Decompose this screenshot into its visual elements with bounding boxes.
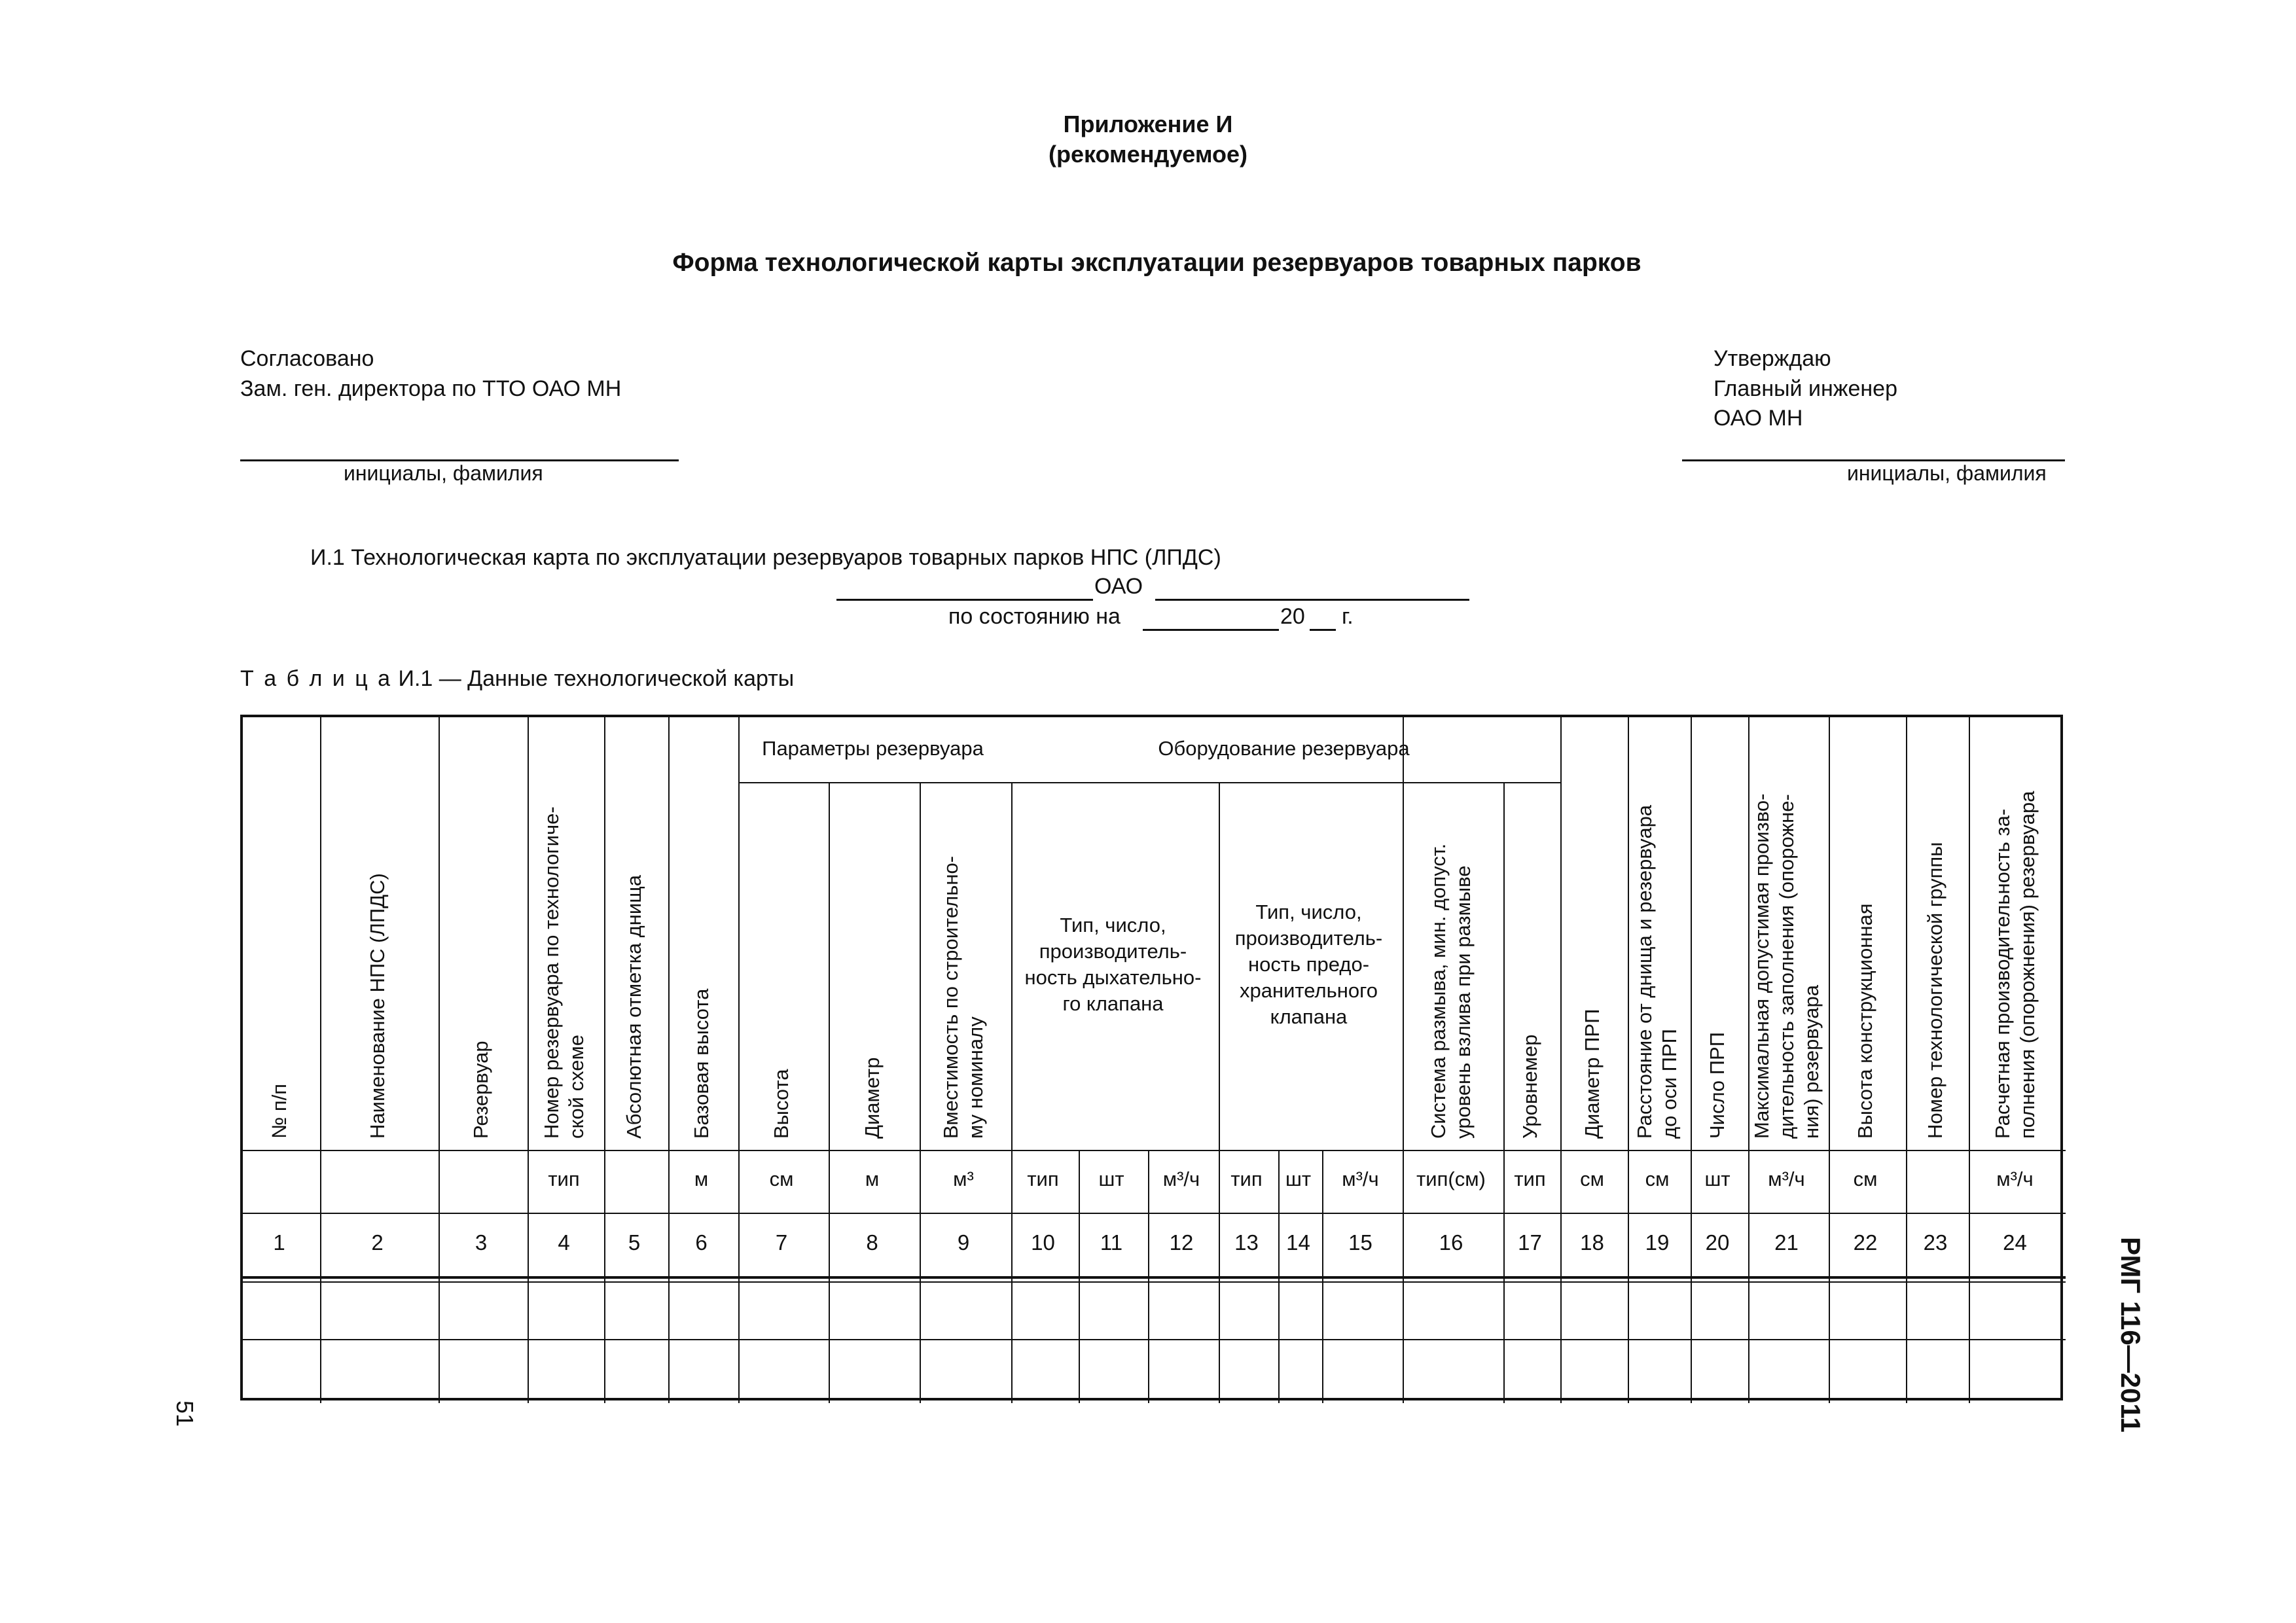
column-number-2: 2 — [371, 1230, 384, 1255]
column-header-6 — [666, 724, 736, 1139]
group-header-equipment: Оборудование резервуара — [1158, 737, 1410, 760]
column-header-4-line-1: Номер резервуара по технологиче- — [539, 806, 563, 1139]
safety-valve-line-5: клапана — [1270, 1005, 1348, 1028]
unit-cell-16: тип(см) — [1416, 1168, 1486, 1190]
column-header-18-line-1: Диаметр ПРП — [1580, 1008, 1604, 1139]
unit-cell-17: тип — [1514, 1168, 1546, 1190]
approve-label: Утверждаю — [1713, 346, 1831, 371]
column-header-21-line-3: ния) резервуара — [1799, 985, 1823, 1139]
column-header-21-line-1: Максимальная допустимая произво- — [1749, 793, 1773, 1139]
unit-cell-7: см — [769, 1168, 794, 1190]
org-blank-line-right — [1155, 599, 1469, 601]
data-cell-r1-c13[interactable] — [1217, 1279, 1276, 1337]
unit-cell-1 — [240, 1148, 318, 1211]
data-cell-r1-c23[interactable] — [1904, 1279, 1967, 1337]
column-number-5: 5 — [628, 1230, 641, 1255]
data-cell-r1-c7[interactable] — [736, 1279, 827, 1337]
org-blank-line-left — [836, 599, 1093, 601]
column-header-5 — [602, 724, 666, 1139]
column-header-1-line-1: № п/п — [267, 1083, 291, 1139]
data-cell-r2-c7[interactable] — [736, 1337, 827, 1400]
data-cell-r1-c1[interactable] — [240, 1279, 318, 1337]
column-number-24: 24 — [2003, 1230, 2027, 1255]
breather-valve-line-2: производитель- — [1039, 940, 1187, 963]
column-number-17: 17 — [1518, 1230, 1542, 1255]
column-number-13: 13 — [1234, 1230, 1259, 1255]
column-number-21: 21 — [1774, 1230, 1799, 1255]
unit-cell-8: м — [865, 1168, 880, 1190]
data-cell-r2-c1[interactable] — [240, 1337, 318, 1400]
unit-cell-4: тип — [548, 1168, 580, 1190]
data-cell-r2-c13[interactable] — [1217, 1337, 1276, 1400]
column-header-24-line-2: полнения (опорожнения) резервуара — [2015, 791, 2039, 1139]
column-number-6: 6 — [695, 1230, 708, 1255]
column-header-21 — [1746, 724, 1827, 1139]
unit-cell-24: м³/ч — [1996, 1168, 2034, 1190]
column-header-6-line-1: Базовая высота — [689, 988, 713, 1139]
safety-valve-line-4: хранительного — [1240, 979, 1378, 1002]
data-cell-r1-c2[interactable] — [318, 1279, 437, 1337]
column-header-17-line-1: Уровнемер — [1518, 1034, 1541, 1139]
data-cell-r2-c19[interactable] — [1626, 1337, 1689, 1400]
column-number-16: 16 — [1439, 1230, 1463, 1255]
column-header-8 — [827, 789, 918, 1139]
data-cell-r2-c8[interactable] — [827, 1337, 918, 1400]
column-number-7: 7 — [775, 1230, 788, 1255]
column-header-3 — [437, 724, 526, 1139]
data-cell-r2-c3[interactable] — [437, 1337, 526, 1400]
unit-cell-11: шт — [1098, 1168, 1124, 1190]
column-header-23-line-1: Номер технологической группы — [1924, 842, 1946, 1139]
unit-cell-13: тип — [1230, 1168, 1263, 1190]
column-number-14: 14 — [1286, 1230, 1310, 1255]
table-rule — [243, 1276, 2066, 1279]
table-caption — [240, 664, 794, 693]
data-cell-r2-c18[interactable] — [1558, 1337, 1626, 1400]
column-header-16-line-2: уровень взлива при размыве — [1452, 865, 1475, 1139]
column-header-19-line-2: до оси ПРП — [1658, 1029, 1681, 1139]
column-header-9-line-1: Вместимость по строительно- — [939, 855, 962, 1139]
appendix-type: (рекомендуемое) — [1049, 141, 1247, 168]
data-cell-r2-c2[interactable] — [318, 1337, 437, 1400]
data-cell-r1-c15[interactable] — [1320, 1279, 1401, 1337]
data-cell-r2-c6[interactable] — [666, 1337, 736, 1400]
unit-cell-21: м³/ч — [1768, 1168, 1805, 1190]
unit-cell-2 — [318, 1148, 437, 1211]
column-header-22-line-1: Высота конструкционная — [1854, 903, 1876, 1139]
column-header-5-line-1: Абсолютная отметка днища — [622, 875, 645, 1139]
column-header-24 — [1967, 724, 2063, 1139]
breather-valve-header — [1009, 781, 1217, 1148]
data-cell-r2-c14[interactable] — [1276, 1337, 1320, 1400]
column-number-9: 9 — [957, 1230, 970, 1255]
column-header-24-line-1: Расчетная производительность за- — [1990, 808, 2014, 1139]
column-number-10: 10 — [1031, 1230, 1055, 1255]
column-number-23: 23 — [1923, 1230, 1948, 1255]
unit-cell-9: м³ — [953, 1168, 974, 1190]
column-header-7-line-1: Высота — [770, 1069, 793, 1139]
data-cell-r1-c17[interactable] — [1501, 1279, 1558, 1337]
column-header-23 — [1904, 724, 1967, 1139]
column-header-8-line-1: Диаметр — [860, 1057, 884, 1139]
column-header-1 — [240, 724, 318, 1139]
unit-cell-5 — [602, 1148, 666, 1211]
date-year-prefix: 20 — [1280, 604, 1305, 629]
data-cell-r2-c10[interactable] — [1009, 1337, 1077, 1400]
table-caption-text: И.1 — Данные технологической карты — [398, 666, 795, 691]
column-number-18: 18 — [1580, 1230, 1604, 1255]
data-cell-r1-c16[interactable] — [1401, 1279, 1501, 1337]
data-cell-r2-c9[interactable] — [918, 1337, 1009, 1400]
column-header-2 — [318, 724, 437, 1139]
data-cell-r2-c16[interactable] — [1401, 1337, 1501, 1400]
page-title: Форма технологической карты эксплуатации резервуаров товарных парков — [672, 249, 1641, 277]
group-header-params: Параметры резервуара — [762, 737, 984, 760]
column-number-11: 11 — [1100, 1230, 1123, 1255]
data-cell-r2-c22[interactable] — [1827, 1337, 1904, 1400]
column-number-12: 12 — [1169, 1230, 1194, 1255]
data-cell-r2-c5[interactable] — [602, 1337, 666, 1400]
data-cell-r1-c10[interactable] — [1009, 1279, 1077, 1337]
column-number-22: 22 — [1853, 1230, 1878, 1255]
date-prefix: по состоянию на — [948, 604, 1121, 629]
data-cell-r1-c4[interactable] — [526, 1279, 602, 1337]
agreed-signature-caption: инициалы, фамилия — [344, 461, 543, 485]
column-number-4: 4 — [558, 1230, 570, 1255]
data-cell-r1-c12[interactable] — [1146, 1279, 1217, 1337]
safety-valve-line-1: Тип, число, — [1255, 901, 1362, 923]
data-cell-r1-c5[interactable] — [602, 1279, 666, 1337]
data-cell-r2-c17[interactable] — [1501, 1337, 1558, 1400]
page-number: 51 — [171, 1400, 198, 1427]
data-cell-r2-c4[interactable] — [526, 1337, 602, 1400]
safety-valve-header — [1217, 781, 1401, 1148]
unit-cell-10: тип — [1027, 1168, 1059, 1190]
unit-cell-22: см — [1853, 1168, 1878, 1190]
safety-valve-line-2: производитель- — [1234, 927, 1383, 950]
agreed-position: Зам. ген. директора по ТТО ОАО МН — [240, 376, 622, 401]
unit-cell-19: см — [1645, 1168, 1670, 1190]
data-cell-r2-c15[interactable] — [1320, 1337, 1401, 1400]
agreed-label: Согласовано — [240, 346, 374, 371]
appendix-label: Приложение И — [1063, 111, 1233, 137]
column-header-7 — [736, 789, 827, 1139]
column-header-4 — [526, 724, 602, 1139]
column-number-8: 8 — [866, 1230, 878, 1255]
date-blank-line — [1143, 629, 1279, 631]
breather-valve-line-4: го клапана — [1062, 992, 1164, 1015]
data-cell-r1-c19[interactable] — [1626, 1279, 1689, 1337]
year-blank-line — [1310, 629, 1336, 631]
data-cell-r1-c20[interactable] — [1689, 1279, 1746, 1337]
data-cell-r2-c11[interactable] — [1077, 1337, 1146, 1400]
column-number-3: 3 — [475, 1230, 488, 1255]
column-number-15: 15 — [1348, 1230, 1372, 1255]
column-header-19-line-1: Расстояние от днища и резервуара — [1633, 804, 1656, 1139]
data-cell-r2-c20[interactable] — [1689, 1337, 1746, 1400]
org-label: ОАО — [1094, 574, 1143, 599]
column-header-4-line-2: ской схеме — [564, 1034, 588, 1139]
column-header-2-line-1: Наименование НПС (ЛПДС) — [365, 873, 389, 1139]
section-heading: И.1 Технологическая карта по эксплуатации резервуаров товарных парков НПС (ЛПДС) — [310, 545, 1221, 570]
breather-valve-line-1: Тип, число, — [1060, 914, 1166, 936]
column-number-1: 1 — [273, 1230, 285, 1255]
data-cell-r1-c24[interactable] — [1967, 1279, 2063, 1337]
column-header-20-line-1: Число ПРП — [1706, 1031, 1729, 1139]
data-cell-r1-c18[interactable] — [1558, 1279, 1626, 1337]
unit-cell-20: шт — [1704, 1168, 1731, 1190]
column-header-22 — [1827, 724, 1904, 1139]
column-header-3-line-1: Резервуар — [469, 1041, 492, 1139]
data-cell-r1-c9[interactable] — [918, 1279, 1009, 1337]
data-cell-r2-c23[interactable] — [1904, 1337, 1967, 1400]
date-suffix: г. — [1342, 604, 1354, 629]
column-header-9 — [918, 789, 1009, 1139]
unit-cell-12: м³/ч — [1162, 1168, 1200, 1190]
data-cell-r1-c6[interactable] — [666, 1279, 736, 1337]
unit-cell-23 — [1904, 1148, 1967, 1211]
document-code: РМГ 116—2011 — [2115, 1237, 2146, 1433]
column-header-18 — [1558, 724, 1626, 1139]
approve-position: Главный инженер — [1713, 376, 1897, 401]
unit-cell-18: см — [1580, 1168, 1604, 1190]
approve-org: ОАО МН — [1713, 406, 1803, 431]
column-header-20 — [1689, 724, 1746, 1139]
data-cell-r1-c21[interactable] — [1746, 1279, 1827, 1337]
unit-cell-14: шт — [1285, 1168, 1312, 1190]
breather-valve-line-3: ность дыхательно- — [1024, 966, 1202, 989]
column-number-20: 20 — [1705, 1230, 1730, 1255]
unit-cell-3 — [437, 1148, 526, 1211]
column-header-19 — [1626, 724, 1689, 1139]
column-header-21-line-2: дительность заполнения (опорожне- — [1774, 794, 1798, 1139]
data-cell-r2-c24[interactable] — [1967, 1337, 2063, 1400]
unit-cell-6: м — [694, 1168, 709, 1190]
data-cell-r2-c21[interactable] — [1746, 1337, 1827, 1400]
column-header-16 — [1401, 789, 1501, 1139]
data-cell-r1-c8[interactable] — [827, 1279, 918, 1337]
column-number-19: 19 — [1645, 1230, 1670, 1255]
data-cell-r2-c12[interactable] — [1146, 1337, 1217, 1400]
table-caption-label: Т а б л и ц а — [240, 666, 393, 691]
column-header-17 — [1501, 789, 1558, 1139]
unit-cell-15: м³/ч — [1342, 1168, 1379, 1190]
data-cell-r1-c3[interactable] — [437, 1279, 526, 1337]
approve-signature-caption: инициалы, фамилия — [1847, 461, 2047, 485]
data-cell-r1-c14[interactable] — [1276, 1279, 1320, 1337]
data-cell-r1-c22[interactable] — [1827, 1279, 1904, 1337]
safety-valve-line-3: ность предо- — [1247, 953, 1370, 976]
column-header-16-line-1: Система размыва, мин. допуст. — [1427, 843, 1450, 1139]
data-cell-r1-c11[interactable] — [1077, 1279, 1146, 1337]
column-header-9-line-2: му номиналу — [964, 1016, 987, 1139]
